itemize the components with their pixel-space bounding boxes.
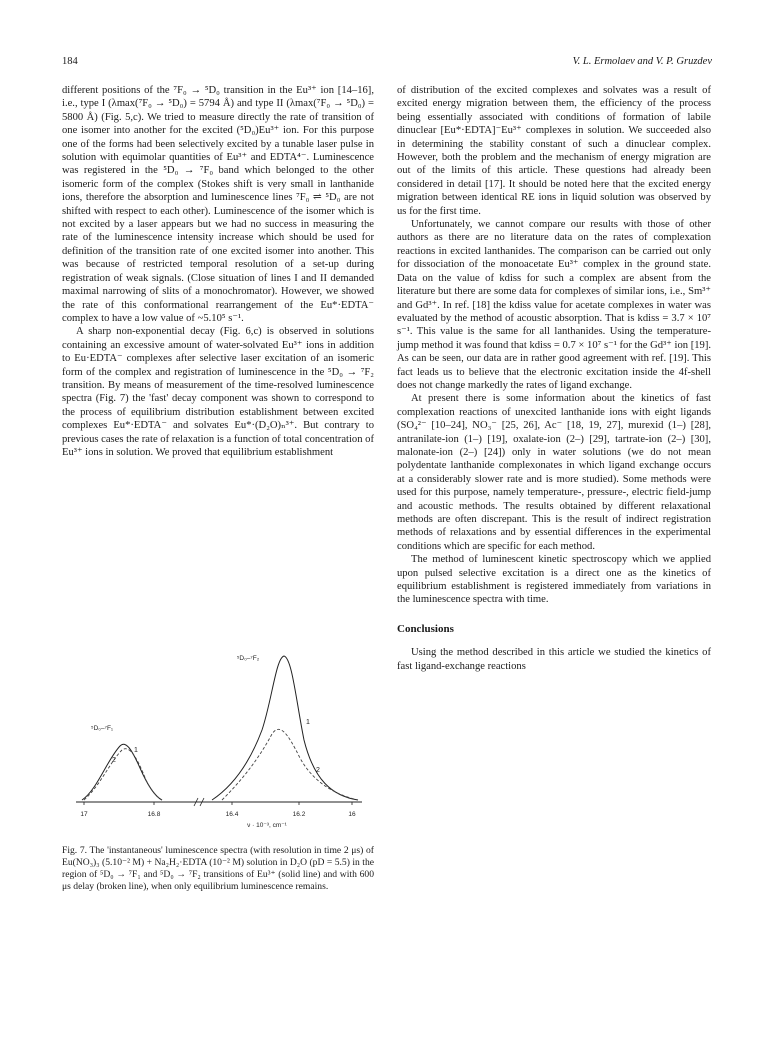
section-heading-conclusions: Conclusions [397, 622, 454, 635]
band-label-f2: ⁵D₀–⁷F₂ [236, 655, 260, 662]
page-number: 184 [62, 56, 78, 67]
x-tick-label: 16.2 [292, 811, 306, 818]
band-label-f1: ⁵D₀–⁷F₁ [90, 725, 114, 732]
spectrum-solid-f2 [212, 656, 358, 800]
running-head: V. L. Ermolaev and V. P. Gruzdev [572, 56, 712, 67]
figure-caption: Fig. 7. The 'instantaneous' luminescence spectra (with resolution in time 2 μs) of Eu(NO₃)₃ (5.10⁻² M) + Na₂H₂·EDTA (10⁻² M) solution in D₂O (pD = 5.5) in the region of ⁵D₀ → ⁷F₁ and ⁵D₀ → ⁷F₂ transitions of Eu³⁺ (solid line) and with 600 μs delay (broken line), when only equilibrium luminescence remains. [62, 845, 374, 892]
x-tick-label: 16.8 [147, 811, 161, 818]
curve-label-2-f1: 2 [112, 757, 116, 764]
curve-label-1-f1: 1 [134, 747, 138, 754]
right-paragraph-2: Unfortunately, we cannot compare our results with those of other authors as there are no literature data on the rates of complexation reactions in excited lanthanides. The comparison can be carried out only for dissociation of the monoacetate Eu³⁺ complex in the ground state. Data on the value of kdiss for such a complex are absent from the literature but there are some data for complexes of similar ions, i.e., Sm³⁺ and Gd³⁺. In ref. [18] the kdiss value for acetate complexes in water was evaluated by the method of acoustic absorption. That is kdiss = 3.7 × 10⁷ s⁻¹. This value is the same for all lanthanides. Using the temperature-jump method it was found that kdiss = 0.7 × 10⁷ s⁻¹ for the Gd³⁺ ion [19]. As can be seen, our data are in rather good agreement with ref. [19]. This fact leads us to believe that the electronic excitation inside the 4f-shell does not change markedly the rates of ligand exchange. [397, 219, 711, 391]
figure-7 [62, 650, 374, 828]
conclusions-paragraph: Using the method described in this article we studied the kinetics of fast ligand-exchange reactions [397, 647, 711, 672]
left-column [62, 84, 374, 459]
spectrum-dashed-f2 [222, 729, 358, 800]
right-column [397, 84, 711, 673]
left-paragraph-1: different positions of the ⁷F₀ → ⁵D₀ transition in the Eu³⁺ ion [14–16], i.e., type I (λmax(⁷F₀ → ⁵D₀) = 5794 Å) and type II (λmax(⁷F₀ → ⁵D₀) = 5800 Å) (Fig. 5,c). We tried to measure directly the rate of transition of one isomer into another for the excited (⁵D₀)Eu³⁺ ion. For this purpose one of the forms had been selectively excited by a tunable laser pulse in solution with equimolar quantities of Eu³⁺ and EDTA⁴⁻. Luminescence was registered in the ⁵D₀ → ⁷F₀ band which belonged to the other isomeric form of the complex (Stokes shift is very small in lanthanide ions, therefore the absorption and luminescence lines ⁷F₀ ⇌ ⁵D₀ are not shifted with respect to each other). Luminescence of the isomer which is not excited by a laser appears but we had no success in measuring the rate of the luminescence intensity increase which should be used for definition of the transition rate of one excited isomer into another. This was because of restricted temporal resolution of a set-up during registration of weak signals. (Close situation of lines I and II demanded maximal narrowing of slits of a monochromator). However, we showed the rate of this conformational rearrangement of the Eu*·EDTA⁻ complex to have a low value of ~5.10⁵ s⁻¹. [62, 85, 374, 324]
right-paragraph-4: The method of luminescent kinetic spectroscopy which we applied upon pulsed selective excitation is a direct one as the kinetics of equilibrium establishment is registered immediately from variations in the luminescence spectra with time. [397, 554, 711, 606]
spectrum-dashed-f1 [84, 749, 162, 800]
x-tick-label: 16.4 [225, 811, 239, 818]
curve-label-1-f2: 1 [306, 719, 310, 726]
spectra-plot [62, 650, 374, 828]
right-paragraph-3: At present there is some information about the kinetics of fast complexation reactions of unexcited lanthanide ions with eight ligands (SO₄²⁻ [10–24], NO₃⁻ [25, 26], Ac⁻ [18, 19, 27], murexid (1–) [28], antranilate-ion (1–) [19], oxalate-ion (2–) [29], tartrate-ion (2–) [30], malonate-ion (2–) [24]) only in water solutions (we do not mean polydentate lanthanide complexonates in which ligand exchange occurs at a considerably slower rate and is more studied). Some methods were used for this purpose, namely temperature-, pressure-, electric field-jump and acoustic methods. The results obtained by different relaxational methods are often discrepant. This is the result of indirect registration methods of relaxations and by essential differences in the experimental conditions which are specific for each method. [397, 393, 711, 552]
left-paragraph-2: A sharp non-exponential decay (Fig. 6,c) is observed in solutions containing an excessive amount of water-solvated Eu³⁺ ions in addition to Eu·EDTA⁻ complexes after selective laser excitation of an isomeric form of the complex and registration of luminescence in the ⁵D₀ → ⁷F₂ transition. By means of measurement of the time-resolved luminescence spectra (Fig. 7) the 'fast' decay component was shown to correspond to the process of equilibrium distribution establishment between excited complexes Eu*·EDTA⁻ and solvates Eu*·(D₂O)ₙ³⁺. But contrary to previous cases the rate of relaxation is a function of total concentration of Eu³⁺ ions in solution. We proved that equilibrium establishment [62, 326, 374, 458]
x-tick-label: 17 [80, 811, 88, 818]
x-axis-label: ν · 10⁻³, cm⁻¹ [247, 822, 287, 828]
x-tick-label: 16 [348, 811, 356, 818]
right-paragraph-1: of distribution of the excited complexes and solvates was a result of excited energy migration between them, the efficiency of the process being essentially associated with conditions of formation of labile dinuclear [Eu*·EDTA]⁻Eu³⁺ complexes in solution. We succeeded also in determining the stability constant of such a dinuclear complex. However, both the problem and the mechanism of energy migration are out of the limits of this article. These questions had already been considered in detail [17]. It should be noted here that the excited energy migration between identical RE ions in liquid solution was observed by us for the first time. [397, 85, 711, 217]
spectrum-solid-f1 [82, 744, 162, 800]
curve-label-2-f2: 2 [316, 767, 320, 774]
